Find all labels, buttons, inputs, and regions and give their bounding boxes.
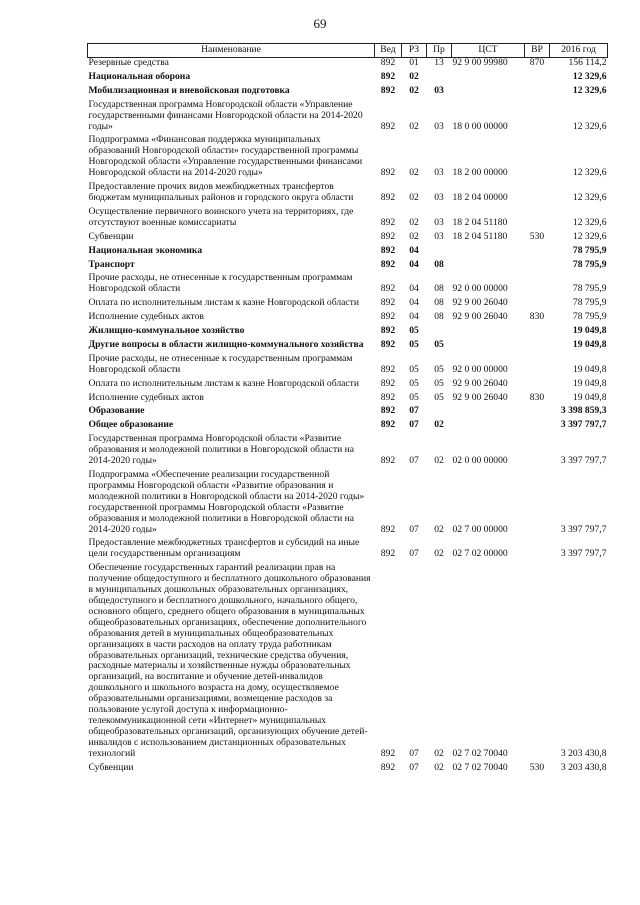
cell-name: Оплата по исполнительным листам к казне Новгородской области [88, 377, 359, 389]
table-row [88, 376, 608, 390]
cell-name: Оплата по исполнительным листам к казне Новгородской области [88, 297, 359, 309]
cell-vr [525, 351, 550, 376]
cell-cst: 92 9 00 99980 [452, 57, 508, 68]
cell-rz: 04 [409, 244, 419, 256]
cell-name: Мобилизационная и вневойсковая подготовка [88, 84, 290, 96]
budget-table [87, 43, 608, 773]
cell-pr [427, 403, 452, 417]
cell-name: Другие вопросы в области жилищно-коммунального хозяйства [88, 338, 364, 350]
cell-rz: 02 [409, 70, 419, 82]
table-row [88, 309, 608, 323]
cell-ved: 892 [380, 57, 396, 68]
cell-sum: 12 329,6 [572, 216, 607, 228]
cell-ved: 892 [380, 244, 396, 256]
cell-ved: 892 [380, 325, 396, 337]
cell-pr: 13 [434, 57, 444, 68]
cell-sum: 12 329,6 [572, 70, 607, 82]
cell-ved: 892 [380, 419, 396, 431]
cell-vr: 830 [529, 391, 545, 403]
cell-rz: 04 [409, 297, 419, 309]
cell-sum: 156 114,2 [568, 57, 607, 68]
cell-sum: 19 049,8 [572, 377, 607, 389]
cell-cst: 02 7 00 00000 [452, 523, 508, 535]
cell-rz: 04 [409, 258, 419, 270]
cell-pr: 02 [434, 747, 444, 759]
cell-ved: 892 [380, 761, 396, 773]
cell-pr: 03 [434, 84, 444, 96]
cell-name: Национальная экономика [88, 244, 203, 256]
cell-vr [525, 295, 550, 309]
cell-ved: 892 [380, 297, 396, 309]
cell-ved: 892 [380, 363, 396, 375]
cell-name: Государственная программа Новгородской области «Управление государственными финансами Новгородской области на 2014-2020 годы» [88, 98, 363, 132]
cell-cst: 92 9 00 26040 [452, 297, 508, 309]
cell-vr [525, 83, 550, 97]
cell-rz: 07 [409, 523, 419, 535]
cell-rz: 05 [409, 377, 419, 389]
cell-sum: 12 329,6 [572, 230, 607, 242]
cell-name: Предоставление межбюджетных трансфертов и субсидий на иные цели государственным организациям [88, 537, 360, 560]
cell-pr: 03 [434, 216, 444, 228]
page-number: 69 [313, 16, 327, 31]
cell-name: Исполнение судебных актов [88, 391, 204, 403]
cell-pr: 02 [434, 455, 444, 467]
cell-vr [525, 257, 550, 271]
cell-name: Общее образование [88, 419, 174, 431]
cell-vr [525, 132, 550, 179]
cell-name: Резервные средства [88, 57, 169, 68]
header-cst: ЦСТ [452, 44, 525, 58]
cell-vr [525, 69, 550, 83]
cell-cst [452, 323, 525, 337]
cell-pr: 08 [434, 283, 444, 295]
cell-pr: 05 [434, 377, 444, 389]
cell-name: Прочие расходы, не отнесенные к государственным программам Новгородской области [88, 272, 353, 295]
cell-cst [452, 257, 525, 271]
cell-name: Образование [88, 405, 145, 417]
cell-ved: 892 [380, 747, 396, 759]
cell-pr: 02 [434, 523, 444, 535]
cell-cst: 18 2 00 00000 [452, 167, 508, 179]
header-ved: Вед [375, 44, 402, 58]
cell-name: Транспорт [88, 258, 135, 270]
cell-cst [452, 243, 525, 257]
cell-sum: 3 203 430,8 [560, 747, 607, 759]
cell-vr [525, 270, 550, 295]
cell-cst [452, 69, 525, 83]
table-row [88, 243, 608, 257]
cell-pr: 05 [434, 391, 444, 403]
cell-name: Исполнение судебных актов [88, 311, 204, 323]
cell-name: Жилищно-коммунальное хозяйство [88, 325, 245, 337]
cell-pr: 08 [434, 297, 444, 309]
cell-rz: 05 [409, 338, 419, 350]
cell-cst: 02 7 02 70040 [452, 747, 508, 759]
table-row [88, 535, 608, 560]
cell-vr [525, 560, 550, 759]
header-rz: РЗ [402, 44, 427, 58]
cell-sum: 78 795,9 [572, 258, 607, 270]
cell-rz: 01 [409, 57, 419, 68]
table-body [88, 58, 608, 774]
cell-pr: 08 [434, 311, 444, 323]
cell-cst: 18 0 00 00000 [452, 120, 508, 132]
cell-name: Подпрограмма «Финансовая поддержка муниципальных образований Новгородской области» государственной программы Новгородской области «Управление государственными финансами Новгородской области на 2014-2020 годы» [88, 134, 363, 179]
table-row [88, 403, 608, 417]
cell-ved: 892 [380, 523, 396, 535]
cell-pr: 08 [434, 258, 444, 270]
cell-ved: 892 [380, 230, 396, 242]
cell-vr: 530 [529, 230, 545, 242]
cell-sum: 19 049,8 [572, 363, 607, 375]
table-row [88, 390, 608, 404]
cell-name: Субвенции [88, 761, 134, 773]
cell-cst: 92 9 00 26040 [452, 391, 508, 403]
cell-rz: 07 [409, 419, 419, 431]
cell-pr: 03 [434, 120, 444, 132]
table-row [88, 295, 608, 309]
cell-rz: 04 [409, 311, 419, 323]
cell-sum: 12 329,6 [572, 191, 607, 203]
cell-sum: 12 329,6 [572, 167, 607, 179]
cell-name: Осуществление первичного воинского учета на территориях, где отсутствуют военные комиссариаты [88, 205, 354, 228]
table-row [88, 179, 608, 204]
cell-pr: 03 [434, 191, 444, 203]
cell-vr: 530 [529, 761, 545, 773]
cell-sum: 3 397 797,7 [560, 419, 607, 431]
cell-ved: 892 [380, 455, 396, 467]
cell-rz: 05 [409, 325, 419, 337]
cell-ved: 892 [380, 405, 396, 417]
cell-ved: 892 [380, 167, 396, 179]
cell-pr [427, 243, 452, 257]
cell-cst: 92 0 00 00000 [452, 283, 508, 295]
cell-cst: 02 7 02 00000 [452, 548, 508, 560]
cell-ved: 892 [380, 216, 396, 228]
cell-rz: 02 [409, 230, 419, 242]
table-row [88, 560, 608, 759]
cell-cst [452, 83, 525, 97]
cell-cst: 92 9 00 26040 [452, 377, 508, 389]
cell-cst [452, 337, 525, 351]
table-row [88, 337, 608, 351]
cell-name: Национальная оборона [88, 70, 191, 82]
cell-rz: 07 [409, 761, 419, 773]
table-row [88, 323, 608, 337]
cell-sum: 3 398 859,3 [560, 405, 607, 417]
cell-vr [525, 179, 550, 204]
cell-rz: 02 [409, 191, 419, 203]
table-row [88, 257, 608, 271]
table-row [88, 83, 608, 97]
cell-ved: 892 [380, 338, 396, 350]
cell-name: Государственная программа Новгородской области «Развитие образования и молодежной политики в Новгородской области на 2014-2020 годы» [88, 433, 355, 467]
table-row [88, 229, 608, 243]
cell-name: Обеспечение государственных гарантий реализации прав на получение общедоступного и бесплатного дошкольного образования в муниципальных дошкольных образовательных организациях, общедоступного и бесплатного дошкольного, начального общего, основного общего, среднего общего образования в муниципальных общеобразовательных организациях, обеспечение дополнительного образования детей в муниципальных общеобразовательных организациях в части расходов на оплату труда работникам образовательных организаций, технические средства обучения, расходные материалы и хозяйственные нужды образовательных организаций, на воспитание и обучение детей-инвалидов дошкольного и школьного возраста на дому, осуществляемое образовательными организациями, возмещение расходов за пользование услугой доступа к информационно-телекоммуникационной сети «Интернет» муниципальных общеобразовательных организаций, организующих обучение детей-инвалидов с использованием дистанционных образовательных технологий [88, 562, 371, 759]
table-header-row [88, 44, 608, 58]
cell-pr: 03 [434, 230, 444, 242]
header-vr: ВР [525, 44, 550, 58]
cell-rz: 02 [409, 120, 419, 132]
cell-ved: 892 [380, 311, 396, 323]
cell-rz: 02 [409, 167, 419, 179]
cell-name: Субвенции [88, 230, 134, 242]
cell-pr: 02 [434, 761, 444, 773]
table-row [88, 132, 608, 179]
cell-pr [427, 69, 452, 83]
table-row [88, 97, 608, 133]
table-row [88, 351, 608, 376]
cell-cst: 18 2 04 51180 [452, 216, 508, 228]
cell-vr [525, 467, 550, 535]
cell-vr [525, 97, 550, 133]
cell-sum: 3 397 797,7 [560, 455, 607, 467]
cell-sum: 12 329,6 [572, 84, 607, 96]
cell-pr [427, 323, 452, 337]
cell-ved: 892 [380, 120, 396, 132]
cell-rz: 02 [409, 84, 419, 96]
cell-cst: 18 2 04 00000 [452, 191, 508, 203]
cell-ved: 892 [380, 191, 396, 203]
cell-sum: 78 795,9 [572, 244, 607, 256]
cell-rz: 05 [409, 363, 419, 375]
cell-pr: 02 [434, 548, 444, 560]
cell-vr [525, 323, 550, 337]
cell-pr: 02 [434, 419, 444, 431]
cell-vr [525, 243, 550, 257]
cell-vr: 830 [529, 311, 545, 323]
cell-sum: 3 203 430,8 [560, 761, 607, 773]
cell-cst: 02 0 00 00000 [452, 455, 508, 467]
cell-sum: 12 329,6 [572, 120, 607, 132]
table-row [88, 431, 608, 467]
cell-cst [452, 417, 525, 431]
cell-cst: 92 9 00 26040 [452, 311, 508, 323]
table-row [88, 58, 608, 69]
cell-vr [525, 403, 550, 417]
cell-name: Прочие расходы, не отнесенные к государственным программам Новгородской области [88, 352, 353, 375]
cell-ved: 892 [380, 70, 396, 82]
cell-sum: 3 397 797,7 [560, 548, 607, 560]
table-row [88, 417, 608, 431]
table-row [88, 270, 608, 295]
cell-vr: 870 [529, 57, 545, 68]
cell-ved: 892 [380, 391, 396, 403]
cell-cst: 92 0 00 00000 [452, 363, 508, 375]
cell-vr [525, 535, 550, 560]
header-name: Наименование [88, 44, 375, 58]
cell-vr [525, 417, 550, 431]
cell-rz: 05 [409, 391, 419, 403]
table-row [88, 760, 608, 774]
cell-sum: 19 049,8 [572, 325, 607, 337]
table-row [88, 69, 608, 83]
cell-pr: 03 [434, 167, 444, 179]
cell-vr [525, 431, 550, 467]
cell-cst: 18 2 04 51180 [452, 230, 508, 242]
cell-ved: 892 [380, 84, 396, 96]
cell-sum: 78 795,9 [572, 311, 607, 323]
cell-pr: 05 [434, 338, 444, 350]
cell-sum: 19 049,8 [572, 338, 607, 350]
cell-name: Подпрограмма «Обеспечение реализации государственной программы Новгородской области «Развитие образования и молодежной политики в Новгородской области на 2014-2020 годы» государственной программы Новгородской области «Развитие образования и молодежной политики в Новгородской области на 2014-2020 годы» [88, 469, 365, 535]
cell-ved: 892 [380, 377, 396, 389]
header-pr: Пр [427, 44, 452, 58]
cell-rz: 07 [409, 455, 419, 467]
table-row [88, 204, 608, 229]
cell-rz: 07 [409, 405, 419, 417]
cell-rz: 07 [409, 548, 419, 560]
cell-vr [525, 337, 550, 351]
cell-cst [452, 403, 525, 417]
cell-pr: 05 [434, 363, 444, 375]
cell-rz: 04 [409, 283, 419, 295]
table-row [88, 467, 608, 535]
cell-ved: 892 [380, 258, 396, 270]
cell-sum: 78 795,9 [572, 283, 607, 295]
cell-sum: 19 049,8 [572, 391, 607, 403]
cell-name: Предоставление прочих видов межбюджетных трансфертов бюджетам муниципальных районов и городского округа области [88, 181, 354, 203]
cell-rz: 02 [409, 216, 419, 228]
cell-vr [525, 376, 550, 390]
cell-rz: 07 [409, 747, 419, 759]
header-sum: 2016 год [550, 44, 608, 58]
cell-cst: 02 7 02 70040 [452, 761, 508, 773]
cell-sum: 78 795,9 [572, 297, 607, 309]
cell-ved: 892 [380, 548, 396, 560]
cell-ved: 892 [380, 283, 396, 295]
cell-sum: 3 397 797,7 [560, 523, 607, 535]
cell-vr [525, 204, 550, 229]
